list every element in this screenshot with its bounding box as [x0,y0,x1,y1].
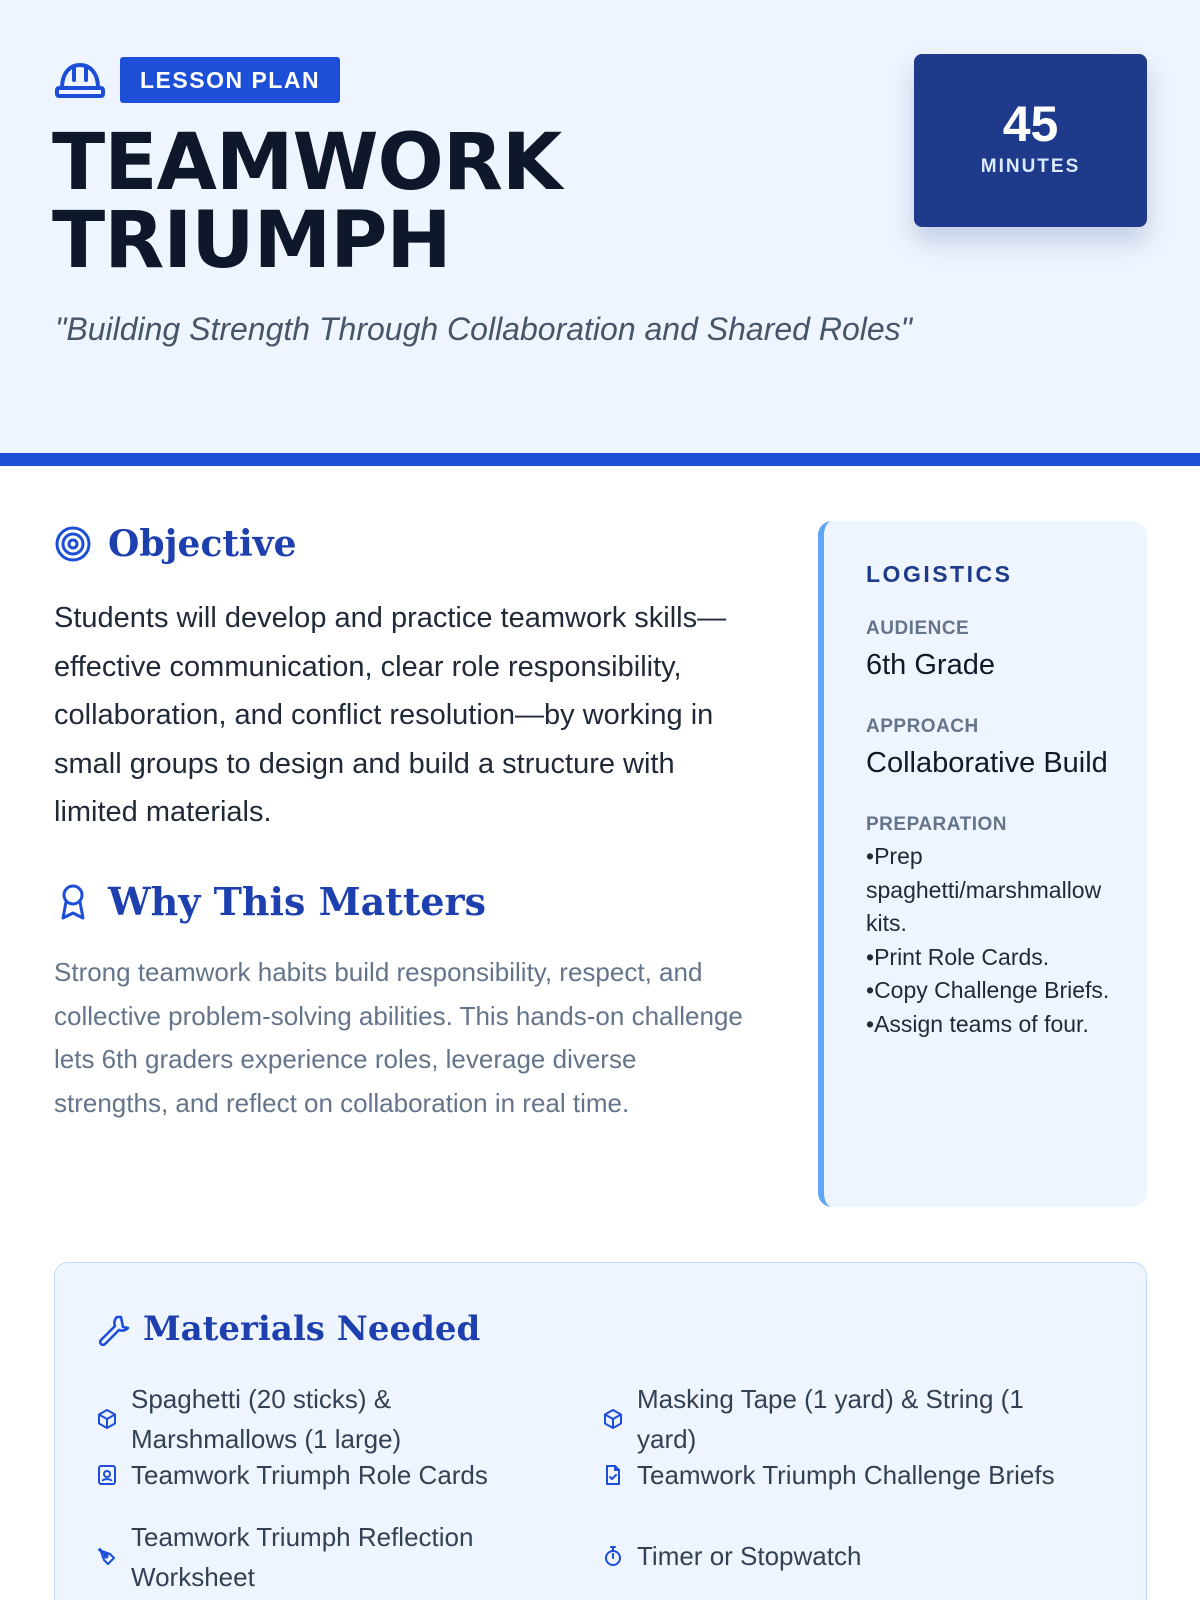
material-item [95,1379,535,1459]
material-label: Teamwork Triumph Reflection Worksheet [131,1522,474,1592]
logistics-panel [818,521,1147,1207]
audience-value: 6th Grade [866,649,995,681]
objective-text: Students will develop and practice teamwork skills—effective communication, clear role responsibility, collaboration, and conflict resolution—by working in small groups to design and build a structure with limited materials. [54,602,727,828]
page-title [52,118,562,286]
material-item [601,1455,1121,1495]
title-line-2: TRIUMPH [52,196,451,286]
objective-heading-text: Objective [108,523,297,565]
preparation-item: • Assign teams of four. [866,1008,1127,1042]
hard-hat-icon [54,58,106,102]
material-item [601,1379,1081,1459]
materials-panel [54,1262,1147,1600]
target-icon [54,525,92,563]
wrench-icon [96,1312,130,1346]
material-item [601,1536,1081,1576]
title-line-1: TEAMWORK [52,118,562,208]
duration-card [914,54,1147,227]
why-heading-text: Why This Matters [108,879,486,924]
material-label: Teamwork Triumph Role Cards [131,1460,488,1490]
material-label: Teamwork Triumph Challenge Briefs [637,1460,1055,1490]
pen-tool-icon [95,1545,119,1569]
cube-icon [601,1407,625,1431]
logistics-title: LOGISTICS [866,561,1013,587]
approach-label: APPROACH [866,716,979,737]
why-text: Strong teamwork habits build responsibility, respect, and collective problem-solving abilities. This hands-on challenge lets 6th graders experience roles, leverage diverse strengths, and reflect on collaboration in real time. [54,957,743,1118]
page-subtitle: "Building Strength Through Collaboration and Shared Roles" [55,311,913,347]
materials-heading [96,1309,480,1349]
preparation-item: • Copy Challenge Briefs. [866,974,1127,1008]
preparation-list [866,840,1127,1041]
duration-unit: MINUTES [980,156,1081,177]
cube-icon [95,1407,119,1431]
preparation-item: • Print Role Cards. [866,941,1127,975]
duration-value: 45 [1002,96,1059,152]
preparation-item: • Prep spaghetti/marshmallow kits. [866,840,1127,941]
objective-heading [54,523,297,565]
materials-heading-text: Materials Needed [143,1309,481,1349]
material-label: Spaghetti (20 sticks) & Marshmallows (1 large) [131,1384,402,1454]
approach-value: Collaborative Build [866,747,1108,779]
badge-row [54,57,340,103]
material-label: Masking Tape (1 yard) & String (1 yard) [637,1384,1024,1454]
material-item [95,1517,535,1597]
id-badge-icon [95,1463,119,1487]
file-check-icon [601,1463,625,1487]
lesson-header [0,0,1200,466]
preparation-label: PREPARATION [866,814,1007,835]
award-ribbon-icon [54,882,92,922]
material-item [95,1455,575,1495]
audience-label: AUDIENCE [866,618,970,639]
timer-icon [601,1544,625,1568]
lesson-plan-badge: LESSON PLAN [120,57,340,103]
material-label: Timer or Stopwatch [637,1541,862,1571]
why-heading [54,879,486,924]
